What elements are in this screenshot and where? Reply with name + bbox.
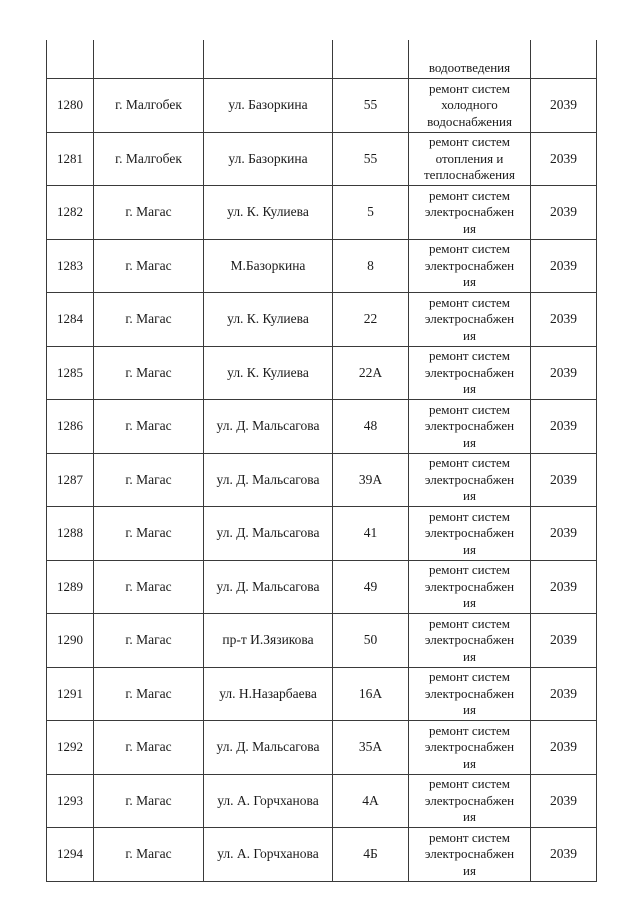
cell-work-type: водоотведения — [409, 40, 531, 79]
cell-year: 2039 — [531, 667, 597, 721]
cell-work-type: ремонт систем электроснабжен ия — [409, 560, 531, 614]
cell-house: 4А — [333, 774, 409, 828]
cell-house: 35А — [333, 721, 409, 775]
table-body — [47, 40, 597, 881]
cell-number: 1280 — [47, 79, 94, 133]
cell-work-type: ремонт систем электроснабжен ия — [409, 614, 531, 668]
cell-work-type: ремонт систем электроснабжен ия — [409, 400, 531, 454]
table-row — [47, 400, 597, 454]
cell-house: 48 — [333, 400, 409, 454]
cell-number: 1287 — [47, 453, 94, 507]
cell-house: 49 — [333, 560, 409, 614]
cell-street: М.Базоркина — [204, 239, 333, 293]
cell-city: г. Магас — [94, 560, 204, 614]
table-row — [47, 828, 597, 882]
cell-city: г. Магас — [94, 293, 204, 347]
cell-number: 1290 — [47, 614, 94, 668]
cell-year: 2039 — [531, 239, 597, 293]
cell-city: г. Магас — [94, 614, 204, 668]
cell-city: г. Малгобек — [94, 132, 204, 186]
cell-work-type: ремонт систем электроснабжен ия — [409, 828, 531, 882]
cell-street: ул. Базоркина — [204, 132, 333, 186]
cell-house: 55 — [333, 132, 409, 186]
cell-work-type: ремонт систем электроснабжен ия — [409, 453, 531, 507]
cell-house: 5 — [333, 186, 409, 240]
cell-street: ул. А. Горчханова — [204, 774, 333, 828]
table-row — [47, 346, 597, 400]
cell-number: 1294 — [47, 828, 94, 882]
cell-house: 39А — [333, 453, 409, 507]
cell-number: 1292 — [47, 721, 94, 775]
table-row — [47, 560, 597, 614]
cell-work-type: ремонт систем отопления и теплоснабжения — [409, 132, 531, 186]
cell-work-type: ремонт систем электроснабжен ия — [409, 667, 531, 721]
cell-street: ул. Н.Назарбаева — [204, 667, 333, 721]
cell-house: 4Б — [333, 828, 409, 882]
cell-year: 2039 — [531, 132, 597, 186]
cell-year: 2039 — [531, 293, 597, 347]
cell-city: г. Магас — [94, 453, 204, 507]
cell-house: 8 — [333, 239, 409, 293]
cell-work-type: ремонт систем электроснабжен ия — [409, 186, 531, 240]
cell-house: 41 — [333, 507, 409, 561]
cell-work-type: ремонт систем электроснабжен ия — [409, 346, 531, 400]
cell-street: ул. К. Кулиева — [204, 346, 333, 400]
table-row — [47, 774, 597, 828]
table-row — [47, 453, 597, 507]
cell-street: ул. Базоркина — [204, 79, 333, 133]
cell-street: ул. Д. Мальсагова — [204, 507, 333, 561]
cell-number: 1282 — [47, 186, 94, 240]
document-page — [46, 40, 596, 882]
table-row — [47, 667, 597, 721]
cell-year: 2039 — [531, 507, 597, 561]
cell-year: 2039 — [531, 828, 597, 882]
cell-number: 1283 — [47, 239, 94, 293]
cell-city: г. Магас — [94, 667, 204, 721]
cell-house: 50 — [333, 614, 409, 668]
cell-work-type: ремонт систем электроснабжен ия — [409, 507, 531, 561]
cell-street: ул. К. Кулиева — [204, 186, 333, 240]
cell-work-type: ремонт систем электроснабжен ия — [409, 293, 531, 347]
cell-street: ул. Д. Мальсагова — [204, 560, 333, 614]
cell-city: г. Малгобек — [94, 79, 204, 133]
cell-number — [47, 40, 94, 79]
cell-house: 55 — [333, 79, 409, 133]
cell-year: 2039 — [531, 400, 597, 454]
cell-house: 22 — [333, 293, 409, 347]
cell-city: г. Магас — [94, 239, 204, 293]
cell-street: ул. К. Кулиева — [204, 293, 333, 347]
table-row — [47, 239, 597, 293]
cell-year: 2039 — [531, 614, 597, 668]
cell-street: ул. А. Горчханова — [204, 828, 333, 882]
cell-number: 1291 — [47, 667, 94, 721]
cell-year: 2039 — [531, 560, 597, 614]
cell-street: ул. Д. Мальсагова — [204, 400, 333, 454]
table-row — [47, 721, 597, 775]
cell-year: 2039 — [531, 186, 597, 240]
table-row — [47, 186, 597, 240]
cell-street: ул. Д. Мальсагова — [204, 721, 333, 775]
cell-number: 1288 — [47, 507, 94, 561]
cell-number: 1293 — [47, 774, 94, 828]
cell-city: г. Магас — [94, 507, 204, 561]
table-row — [47, 79, 597, 133]
cell-street — [204, 40, 333, 79]
cell-number: 1281 — [47, 132, 94, 186]
cell-work-type: ремонт систем электроснабжен ия — [409, 239, 531, 293]
cell-work-type: ремонт систем электроснабжен ия — [409, 721, 531, 775]
cell-city: г. Магас — [94, 346, 204, 400]
cell-number: 1284 — [47, 293, 94, 347]
cell-house — [333, 40, 409, 79]
cell-number: 1289 — [47, 560, 94, 614]
cell-city: г. Магас — [94, 828, 204, 882]
cell-city — [94, 40, 204, 79]
cell-city: г. Магас — [94, 774, 204, 828]
cell-street: ул. Д. Мальсагова — [204, 453, 333, 507]
cell-house: 16А — [333, 667, 409, 721]
cell-city: г. Магас — [94, 400, 204, 454]
cell-number: 1286 — [47, 400, 94, 454]
cell-city: г. Магас — [94, 721, 204, 775]
cell-house: 22А — [333, 346, 409, 400]
cell-year: 2039 — [531, 79, 597, 133]
cell-city: г. Магас — [94, 186, 204, 240]
cell-number: 1285 — [47, 346, 94, 400]
table-row-continuation — [47, 40, 597, 79]
repair-schedule-table — [46, 40, 597, 882]
cell-year: 2039 — [531, 721, 597, 775]
cell-year: 2039 — [531, 453, 597, 507]
table-row — [47, 507, 597, 561]
table-row — [47, 132, 597, 186]
cell-year: 2039 — [531, 346, 597, 400]
cell-work-type: ремонт систем электроснабжен ия — [409, 774, 531, 828]
cell-street: пр-т И.Зязикова — [204, 614, 333, 668]
table-row — [47, 614, 597, 668]
cell-year — [531, 40, 597, 79]
cell-year: 2039 — [531, 774, 597, 828]
cell-work-type: ремонт систем холодного водоснабжения — [409, 79, 531, 133]
table-row — [47, 293, 597, 347]
